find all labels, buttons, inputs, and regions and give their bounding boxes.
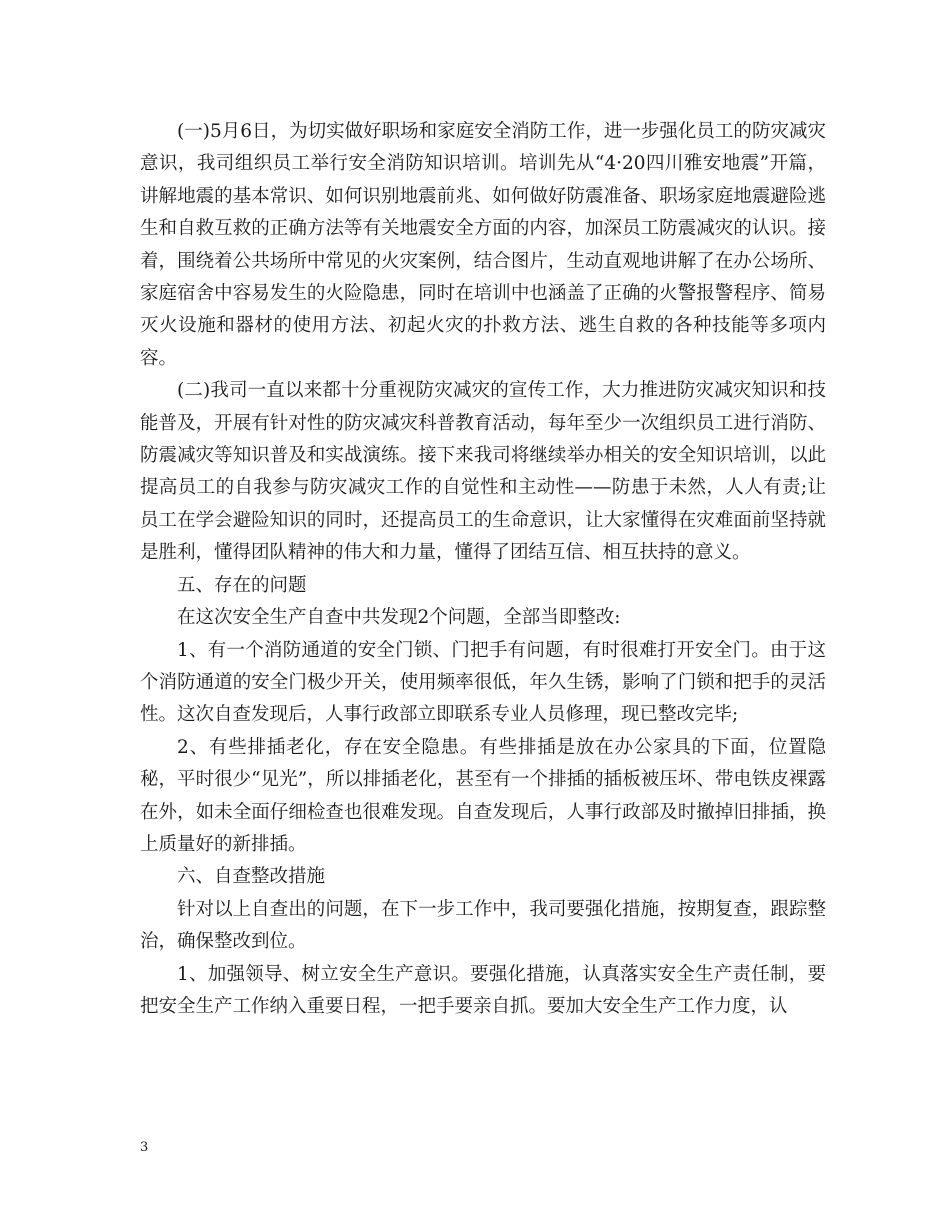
paragraph-rectification-intro: 针对以上自查出的问题，在下一步工作中，我司要强化措施，按期复查，跟踪整治，确保整改到位。 xyxy=(140,898,826,953)
document-body xyxy=(140,116,826,1023)
paragraph-disaster-prevention-publicity: (二)我司一直以来都十分重视防灾减灾的宣传工作，大力推进防灾减灾知识和技能普及，开展有针对性的防灾减灾科普教育活动，每年至少一次组织员工进行消防、防震减灾等知识普及和实战演练。接下来我司将继续举办相关的安全知识培训，以此提高员工的自我参与防灾减灾工作的自觉性和主动性——防患于未然，人人有责;让员工在学会避险知识的同时，还提高员工的生命意识，让大家懂得在灾难面前坚持就是胜利，懂得团队精神的伟大和力量，懂得了团结互信、相互扶持的意义。 xyxy=(140,380,826,564)
paragraph-measure-leadership: 1、加强领导、树立安全生产意识。要强化措施，认真落实安全生产责任制，要把安全生产工作纳入重要日程，一把手要亲自抓。要加大安全生产工作力度，认 xyxy=(140,963,826,1017)
section-heading-existing-problems: 五、存在的问题 xyxy=(177,574,307,596)
paragraph-training-fire-safety: (一)5月6日，为切实做好职场和家庭安全消防工作，进一步强化员工的防灾减灾意识，我司组织员工举行安全消防知识培训。培训先从“4·20四川雅安地震”开篇，讲解地震的基本常识、如何识别地震前兆、如何做好防震准备、职场家庭地震避险逃生和自救互救的正确方法等有关地震安全方面的内容，加深员工防震减灾的认识。接着，围绕着公共场所中常见的火灾案例，结合图片，生动直观地讲解了在办公场所、家庭宿舍中容易发生的火险隐患，同时在培训中也涵盖了正确的火警报警程序、简易灭火设施和器材的使用方法、初起火灾的扑救方法、逃生自救的各种技能等多项内容。 xyxy=(140,121,826,369)
paragraph-problems-summary: 在这次安全生产自查中共发现2个问题，全部当即整改: xyxy=(177,607,621,629)
paragraph-problem-door-lock: 1、有一个消防通道的安全门锁、门把手有问题，有时很难打开安全门。由于这个消防通道的安全门极少开关，使用频率很低，年久生锈，影响了门锁和把手的灵活性。这次自查发现后，人事行政部立即联系专业人员修理，现已整改完毕; xyxy=(140,639,826,726)
paragraph-problem-power-strips: 2、有些排插老化，存在安全隐患。有些排插是放在办公家具的下面，位置隐秘，平时很少“见光”，所以排插老化，甚至有一个排插的插板被压坏、带电铁皮裸露在外，如未全面仔细检查也很难发现。自查发现后，人事行政部及时撤掉旧排插，换上质量好的新排插。 xyxy=(140,736,826,855)
section-heading-rectification-measures: 六、自查整改措施 xyxy=(177,866,326,888)
page-number: 3 xyxy=(140,1140,149,1155)
